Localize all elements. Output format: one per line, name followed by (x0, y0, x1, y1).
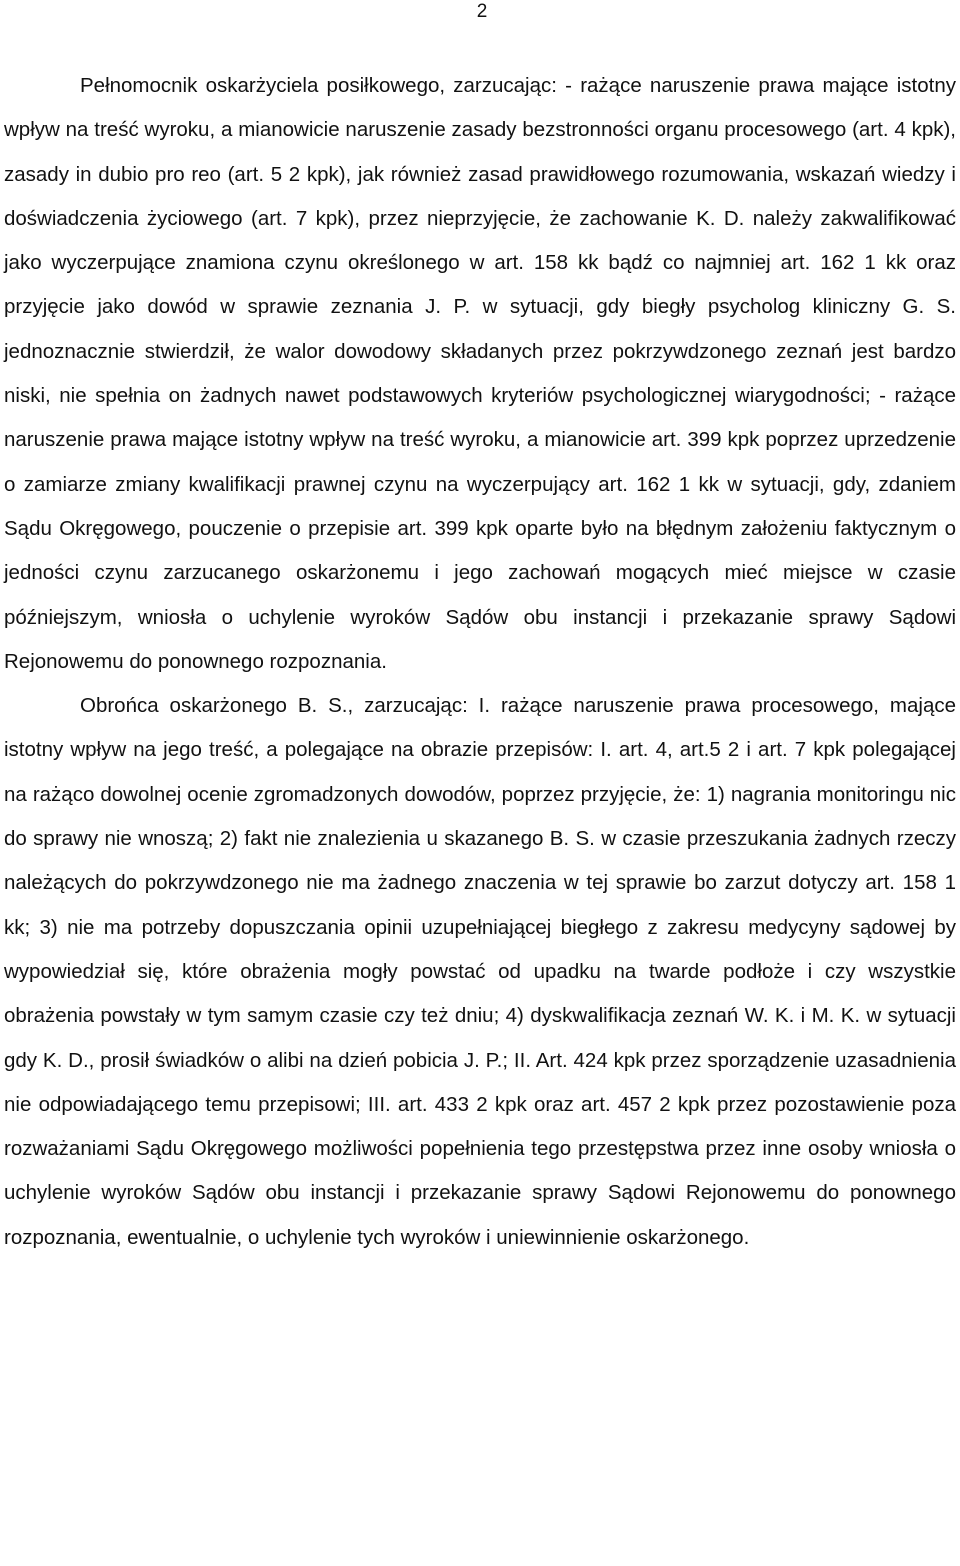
document-body (4, 64, 956, 1260)
paragraph-pelnomocnik: Pełnomocnik oskarżyciela posiłkowego, zarzucając: - rażące naruszenie prawa mające istotny wpływ na treść wyroku, a mianowicie naruszenie zasady bezstronności organu procesowego (art. 4 kpk), zasady in dubio pro reo (art. 5 2 kpk), jak również zasad prawidłowego rozumowania, wskazań wiedzy i doświadczenia życiowego (art. 7 kpk), przez nieprzyjęcie, że zachowanie K. D. należy zakwalifikować jako wyczerpujące znamiona czynu określonego w art. 158 kk bądź co najmniej art. 162 1 kk oraz przyjęcie jako dowód w sprawie zeznania J. P. w sytuacji, gdy biegły psycholog kliniczny G. S. jednoznacznie stwierdził, że walor dowodowy składanych przez pokrzywdzonego zeznań jest bardzo niski, nie spełnia on żadnych nawet podstawowych kryteriów psychologicznej wiarygodności; - rażące naruszenie prawa mające istotny wpływ na treść wyroku, a mianowicie art. 399 kpk poprzez uprzedzenie o zamiarze zmiany kwalifikacji prawnej czynu na wyczerpujący art. 162 1 kk w sytuacji, gdy, zdaniem Sądu Okręgowego, pouczenie o przepisie art. 399 kpk oparte było na błędnym założeniu faktycznym o jedności czynu zarzucanego oskarżonemu i jego zachowań mogących mieć miejsce w czasie późniejszym, wniosła o uchylenie wyroków Sądów obu instancji i przekazanie sprawy Sądowi Rejonowemu do ponownego rozpoznania. (4, 74, 956, 673)
paragraph-obronca: Obrońca oskarżonego B. S., zarzucając: I. rażące naruszenie prawa procesowego, mające istotny wpływ na jego treść, a polegające na obrazie przepisów: I. art. 4, art.5 2 i art. 7 kpk polegającej na rażąco dowolnej ocenie zgromadzonych dowodów, poprzez przyjęcie, że: 1) nagrania monitoringu nic do sprawy nie wnoszą; 2) fakt nie znalezienia u skazanego B. S. w czasie przeszukania żadnych rzeczy należących do pokrzywdzonego nie ma żadnego znaczenia w tej sprawie bo zarzut dotyczy art. 158 1 kk; 3) nie ma potrzeby dopuszczania opinii uzupełniającej biegłego z zakresu medycyny sądowej by wypowiedział się, które obrażenia mogły powstać od upadku na twarde podłoże i czy wszystkie obrażenia powstały w tym samym czasie czy też dniu; 4) dyskwalifikacja zeznań W. K. i M. K. w sytuacji gdy K. D., prosił świadków o alibi na dzień pobicia J. P.; II. Art. 424 kpk przez sporządzenie uzasadnienia nie odpowiadającego temu przepisowi; III. art. 433 2 kpk oraz art. 457 2 kpk przez pozostawienie poza rozważaniami Sądu Okręgowego możliwości popełnienia tego przestępstwa przez inne osoby wniosła o uchylenie wyroków Sądów obu instancji i przekazanie sprawy Sądowi Rejonowemu do ponownego rozpoznania, ewentualnie, o uchylenie tych wyroków i uniewinnienie oskarżonego. (4, 694, 956, 1249)
page-number: 2 (476, 1, 488, 22)
